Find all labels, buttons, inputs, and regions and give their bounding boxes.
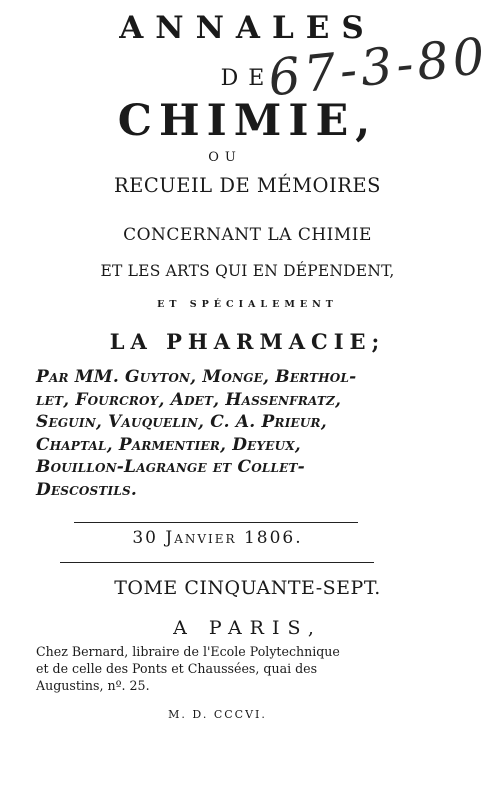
handwritten-shelfmark: 67-3-80 [265, 26, 492, 108]
volume-title: TOME CINQUANTE-SEPT. [114, 577, 381, 599]
imprint-line: Augustins, nº. 25. [36, 678, 150, 693]
authors-line: Par MM. Guyton, Monge, Berthol- [36, 367, 357, 387]
title-de: DE [220, 66, 275, 91]
authors-line: Descostils. [36, 479, 137, 500]
publication-date: 30 Janvier 1806. [132, 528, 303, 548]
imprint-line: et de celle des Ponts et Chaussées, quai des [36, 661, 318, 676]
divider-bottom [60, 562, 374, 563]
subtitle-recueil: RECUEIL DE MÉMOIRES [113, 174, 382, 197]
title-ou: OU [208, 150, 242, 165]
subtitle-specialement: ET SPÉCIALEMENT [157, 299, 338, 310]
imprint-block [36, 643, 466, 694]
divider-top [74, 522, 358, 523]
authors-block [36, 366, 461, 501]
authors-line: Seguin, Vauquelin, C. A. Prieur, [36, 412, 327, 432]
title-chimie: CHIMIE, [117, 96, 378, 146]
subtitle-pharmacie: LA PHARMACIE; [109, 329, 386, 354]
authors-line: Bouillon-Lagrange et Collet- [36, 457, 305, 477]
authors-line: let, Fourcroy, Adet, Hassenfratz, [36, 389, 342, 410]
title-annales: ANNALES [119, 10, 376, 46]
city: A PARIS, [173, 617, 322, 639]
subtitle-concernant: CONCERNANT LA CHIMIE [123, 225, 372, 245]
publication-year: M. D. CCCVI. [168, 708, 267, 721]
imprint-line: Chez Bernard, libraire de l'Ecole Polytechnique [36, 644, 340, 659]
authors-line: Chaptal, Parmentier, Deyeux, [36, 434, 301, 455]
subtitle-arts: ET LES ARTS QUI EN DÉPENDENT, [100, 262, 395, 280]
